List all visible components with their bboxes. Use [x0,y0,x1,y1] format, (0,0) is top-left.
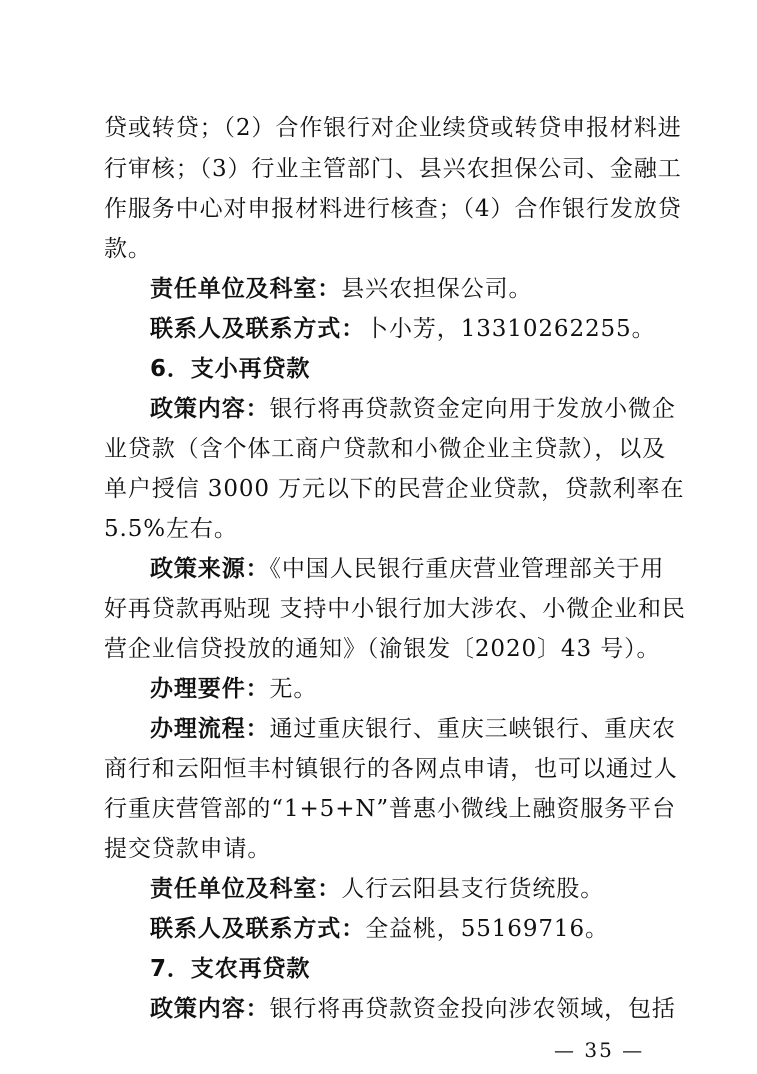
contact-line [150,914,664,944]
responsible-unit-line [150,274,664,304]
policy-content-label: 政策内容： [150,396,270,422]
policy-content-text: 银行将再贷款资金定向用于发放小微企 [269,396,676,422]
body-text-line: 商行和云阳恒丰村镇银行的各网点申请，也可以通过人 [104,756,678,782]
policy-source-label: 政策来源： [150,556,270,582]
contact-line [150,314,664,344]
requirements-value: 无。 [269,676,318,702]
section-heading: 7．支农再贷款 [150,956,311,982]
body-text-line: 提交贷款申请。 [104,836,272,862]
body-text-line: 行重庆营管部的“1+5+N”普惠小微线上融资服务平台 [104,796,676,822]
contact-label: 联系人及联系方式： [150,916,366,942]
contact-value: 全益桃，55169716。 [365,916,609,942]
contact-value: 卜小芳，13310262255。 [365,316,656,342]
policy-content-label: 政策内容： [150,996,270,1022]
requirements-line [150,674,664,704]
body-text-line: 作服务中心对申报材料进行核查；（4）合作银行发放贷 [104,196,682,222]
body-text-line: 贷或转贷；（2）合作银行对企业续贷或转贷申报材料进 [104,115,682,141]
policy-content-line [150,994,676,1024]
requirements-label: 办理要件： [150,676,270,702]
body-text-line: 行审核；（3）行业主管部门、县兴农担保公司、金融工 [104,156,682,182]
section-heading: 6．支小再贷款 [150,356,311,382]
policy-content-line [150,394,676,424]
process-text: 通过重庆银行、重庆三峡银行、重庆农 [269,716,676,742]
body-text-line: 单户授信 3000 万元以下的民营企业贷款，贷款利率在 [104,476,685,502]
policy-content-text: 银行将再贷款资金投向涉农领域，包括 [269,996,676,1022]
process-label: 办理流程： [150,716,270,742]
body-text-line: 好再贷款再贴现 支持中小银行加大涉农、小微企业和民 [104,596,686,622]
body-text-line: 业贷款（含个体工商户贷款和小微企业主贷款），以及 [104,436,667,462]
body-text-line: 营企业信贷投放的通知》（渝银发〔2020〕43 号）。 [104,636,661,662]
process-line [150,714,676,744]
responsible-unit-line [150,874,664,904]
contact-label: 联系人及联系方式： [150,316,366,342]
responsible-unit-value: 人行云阳县支行货统股。 [341,876,605,902]
responsible-unit-label: 责任单位及科室： [150,276,342,302]
policy-source-line [150,554,664,584]
body-text-line: 5.5%左右。 [104,516,238,542]
responsible-unit-value: 县兴农担保公司。 [341,276,533,302]
responsible-unit-label: 责任单位及科室： [150,876,342,902]
body-text-line: 款。 [104,236,152,262]
policy-source-text: 《中国人民银行重庆营业管理部关于用 [269,556,665,582]
page-number: — 35 — [554,1038,645,1062]
